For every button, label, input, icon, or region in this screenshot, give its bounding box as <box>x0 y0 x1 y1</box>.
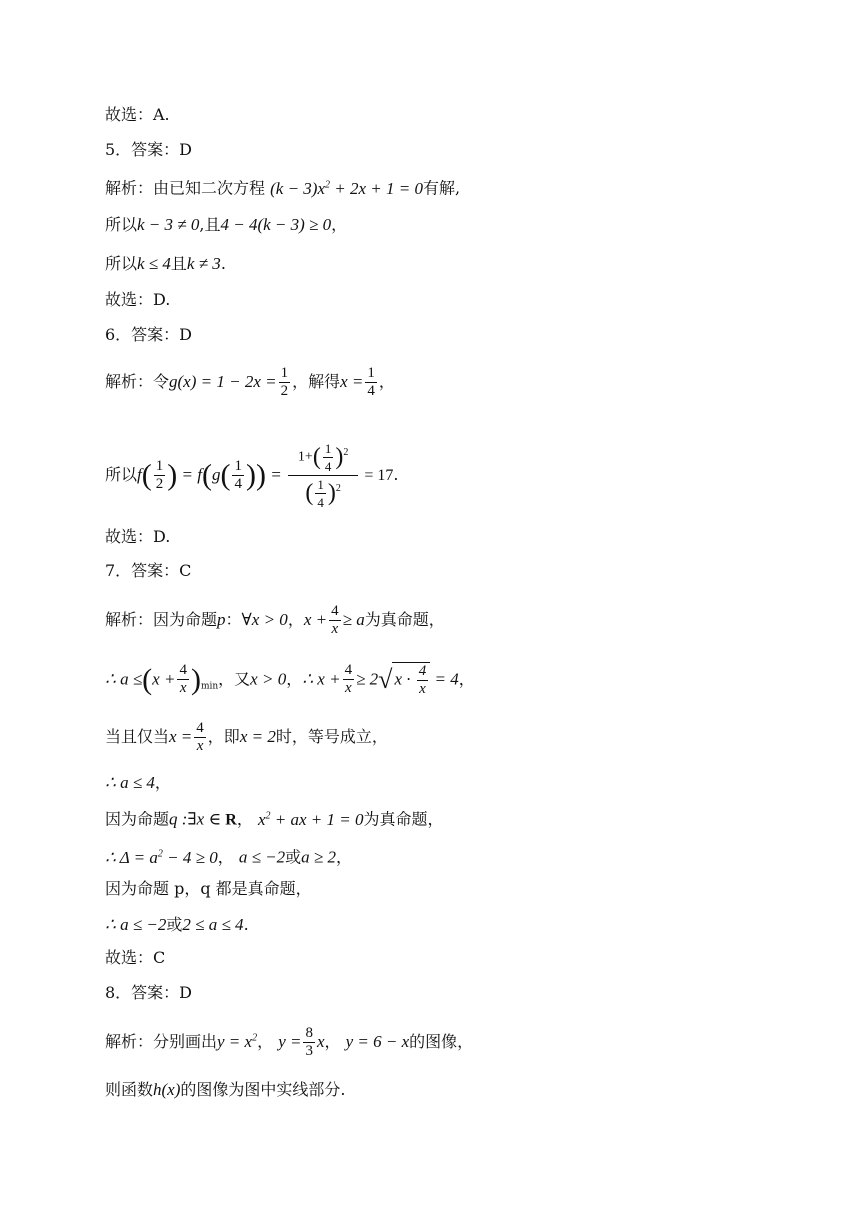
answer-5-heading: 5．答案：D <box>105 140 193 159</box>
math-line: 所以f( $\frac{1}{2}$ ) = f(g( $\frac{1}{4}$ )) = 1+( $\frac{1}{4}$ )$^2$ ( $\frac{1}{4}$ )$^2$ = 17. <box>105 441 399 510</box>
math-line: ∴ a ≤(x + $\frac{4}{x}$ )$_{min}$，又x > 0，∴ x + $\frac{4}{x}$ ≥ 2√ x · $\frac{4}{x}$ = 4， <box>105 662 475 697</box>
text-line: 因为命题q :∃x ∈ R， $x^2$ + ax + 1 = 0为真命题， <box>105 809 444 829</box>
text-line: ∴ a ≤ −2或2 ≤ a ≤ 4. <box>105 915 249 934</box>
text-line: 则函数h(x)的图像为图中实线部分. <box>105 1080 346 1099</box>
text-line: ∴ $\Delta = a^2 - 4 \ge 0$， a ≤ −2或a ≥ 2， <box>105 847 353 867</box>
text-line: 当且仅当x = $\frac{4}{x}$ ，即x = 2时，等号成立， <box>105 720 388 754</box>
text-line: 因为命题 p，q 都是真命题， <box>105 879 312 898</box>
answer-8-heading: 8．答案：D <box>105 983 193 1002</box>
text-line: 所以k − 3 ≠ 0,且4 − 4(k − 3) ≥ 0， <box>105 215 348 234</box>
math-line: ∴ a ≤ 4， <box>105 773 171 792</box>
text-line: 解析：分别画出$y = x^2$， y = $\frac{8}{3}$ x， y = 6 − x的图像， <box>105 1025 474 1059</box>
text-line: 解析：由已知二次方程 $(k - 3)x^2 + 2x + 1 = 0$有解, <box>105 178 461 198</box>
text-line: 解析：令g(x) = 1 − 2x = $\frac{1}{2}$ ，解得x = $\frac{1}{4}$ ， <box>105 365 395 399</box>
answer-7-heading: 7．答案：C <box>105 561 192 580</box>
text-line: 所以k ≤ 4且k ≠ 3. <box>105 254 226 273</box>
text-line: 故选：A. <box>105 105 170 124</box>
text-line: 故选：D. <box>105 290 171 309</box>
text-line: 故选：C <box>105 948 166 967</box>
answer-6-heading: 6．答案：D <box>105 325 193 344</box>
text-line: 解析：因为命题p：∀x > 0，x + $\frac{4}{x}$ ≥ a为真命题， <box>105 603 445 637</box>
text-line: 故选：D. <box>105 527 171 546</box>
